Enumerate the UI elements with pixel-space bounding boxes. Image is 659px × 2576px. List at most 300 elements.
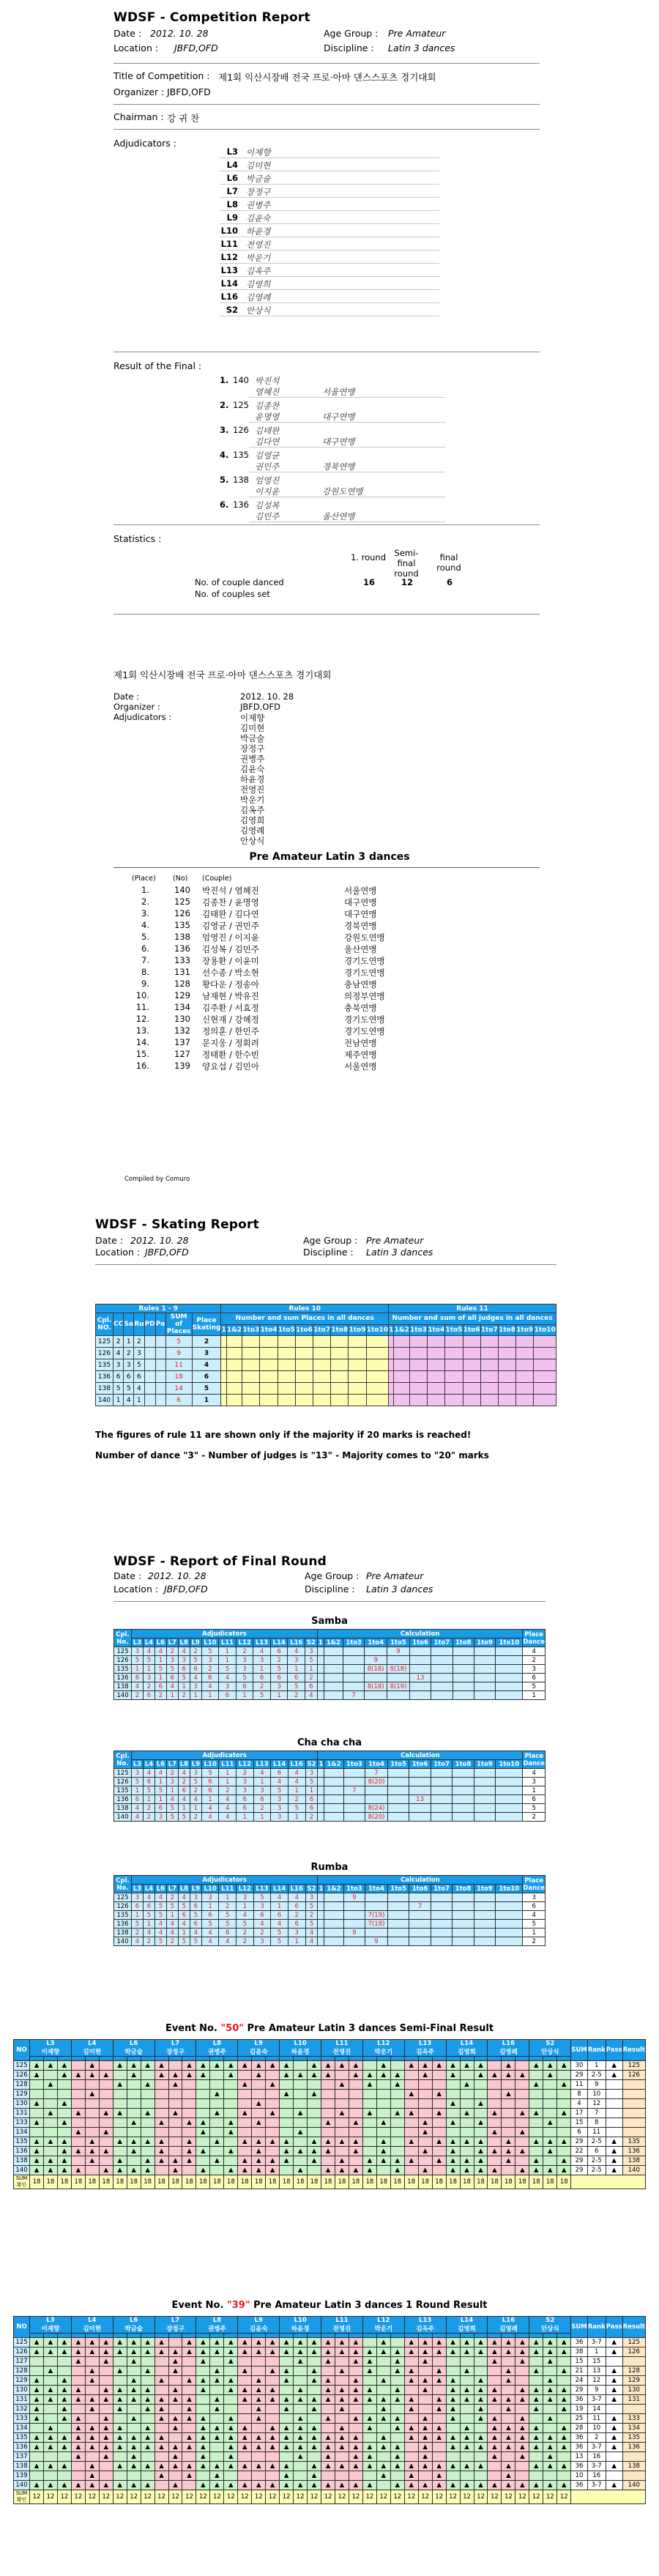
rule10-cell [349, 1336, 366, 1348]
judge-mark [182, 2128, 196, 2137]
judge-mark: ▲ [404, 2347, 418, 2357]
judge-mark: ▲ [266, 2443, 280, 2452]
calc-col: 1to8 [453, 1638, 474, 1647]
rank-place: 2. [141, 897, 149, 907]
judge-mark [432, 2118, 446, 2128]
header-row [114, 1630, 546, 1638]
judge-mark: 3 [166, 1656, 178, 1665]
judge-mark: ▲ [224, 2166, 238, 2175]
judge-mark: 5 [270, 1665, 288, 1674]
judge-mark: ▲ [488, 2386, 502, 2395]
judge-mark: ▲ [543, 2338, 557, 2347]
judge-mark: ▲ [543, 2452, 557, 2462]
judge-mark: ▲ [182, 2462, 196, 2471]
sum-check-value: 12 [85, 2490, 99, 2504]
judge-mark: 1 [237, 1813, 254, 1822]
judge-mark: 1 [166, 1911, 178, 1920]
judge-mark: 4 [237, 1911, 254, 1920]
judge-mark [446, 2471, 460, 2481]
rule10-cell [295, 1348, 313, 1359]
judge-code: L9 [190, 1638, 201, 1647]
sum-check-value: 12 [362, 2490, 376, 2504]
judge-mark [321, 2109, 335, 2118]
judge-mark: 1 [219, 1769, 237, 1778]
judge-mark: ▲ [349, 2452, 362, 2462]
judge-name: 안상식 [540, 2049, 559, 2056]
judge-mark: ▲ [543, 2071, 557, 2080]
couple-number: 138 [14, 2462, 30, 2471]
organizer-value: JBFD,OFD [167, 86, 211, 97]
judge-mark [182, 2080, 196, 2090]
judge-mark [418, 2367, 432, 2376]
judge-code: L4 [143, 1885, 154, 1893]
dance-place: 3 [113, 1359, 124, 1371]
sum-check-value: 18 [252, 2175, 266, 2189]
rank-org: 서울연맹 [344, 886, 377, 896]
judge-header [404, 2040, 446, 2057]
sum-cell: 36 [571, 2395, 587, 2405]
result-cell [622, 2090, 645, 2099]
calc-cell [496, 1911, 523, 1920]
calc-cell [317, 1647, 324, 1656]
judge-mark [308, 2109, 321, 2118]
judge-mark [460, 2147, 474, 2156]
judge-mark: ▲ [154, 2338, 168, 2347]
rule11-cell [534, 1336, 556, 1348]
judge-mark: ▲ [502, 2405, 515, 2414]
judge-mark: ▲ [404, 2338, 418, 2347]
calc-cell [431, 1778, 452, 1786]
judge-mark: ▲ [404, 2471, 418, 2481]
judge-mark [168, 2338, 182, 2347]
judge-mark: 4 [305, 1691, 318, 1700]
judge-mark [154, 2357, 168, 2367]
judge-mark [238, 2471, 252, 2481]
couple-number: 136 [96, 1371, 113, 1383]
judge-mark: ▲ [529, 2061, 543, 2071]
judge-mark [460, 2071, 474, 2080]
discipline-label: Discipline : [303, 1247, 354, 1258]
adjudicator-line [220, 276, 439, 277]
majority-note: Number of dance "3" - Number of judges is "13" - Majority comes to "20" marks [95, 1450, 489, 1460]
judge-header [280, 2317, 321, 2334]
calc-cell [387, 1769, 409, 1778]
sum-check-value: 12 [127, 2490, 141, 2504]
sum-check-value: 18 [85, 2175, 99, 2189]
judge-header [404, 2317, 446, 2334]
judge-name: 김영희 [458, 2326, 476, 2333]
judge-mark: 4 [253, 1769, 271, 1778]
judge-mark: ▲ [349, 2443, 362, 2452]
judge-mark [196, 2080, 210, 2090]
judge-mark: 6 [253, 1795, 271, 1804]
judge-mark: ▲ [335, 2166, 349, 2175]
judge-mark: ▲ [557, 2080, 571, 2090]
adjudicator-name: 김옥주 [246, 266, 271, 276]
judge-mark: ▲ [349, 2071, 362, 2080]
final-row [114, 1893, 546, 1902]
judge-mark [488, 2405, 502, 2414]
judge-mark: ▲ [488, 2357, 502, 2367]
judge-mark: ▲ [280, 2395, 294, 2405]
judge-mark: ▲ [280, 2471, 294, 2481]
dance-place: 5 [134, 1359, 144, 1371]
calc-cell [453, 1691, 474, 1700]
header-row [114, 1638, 546, 1647]
judge-mark: ▲ [182, 2147, 196, 2156]
judge-mark: ▲ [85, 2405, 99, 2414]
judge-header [71, 2040, 113, 2057]
judge-mark: ▲ [446, 2347, 460, 2357]
judge-mark: ▲ [30, 2166, 44, 2175]
judge-mark [488, 2137, 502, 2147]
judge-mark [404, 2147, 418, 2156]
rule10-cell [331, 1348, 349, 1359]
judge-mark: ▲ [349, 2061, 362, 2071]
col-calculation: Calculation [317, 1630, 523, 1638]
judge-mark: 2 [270, 1656, 288, 1665]
judge-mark: 1 [253, 1813, 271, 1822]
judge-mark [168, 2118, 182, 2128]
place-skating: 5 [192, 1383, 221, 1395]
judge-mark [238, 2376, 252, 2386]
judge-mark: ▲ [30, 2347, 44, 2357]
rule10-cell [278, 1359, 295, 1371]
judge-mark: ▲ [515, 2433, 529, 2443]
adjudicator-line [220, 184, 439, 185]
calc-cell [431, 1937, 452, 1946]
rank-couple: 김영균 / 권민주 [202, 921, 259, 931]
judge-mark: ▲ [113, 2166, 127, 2175]
judge-mark: ▲ [488, 2452, 502, 2462]
calc-cell [387, 1929, 409, 1937]
judge-mark: 6 [143, 1902, 154, 1911]
final-row [114, 1682, 546, 1691]
result-lady: 이지윤 [255, 486, 280, 497]
rank-couple: 김종찬 / 윤명영 [202, 897, 259, 907]
judge-mark [335, 2357, 349, 2367]
final-row [114, 1778, 546, 1786]
judge-mark: ▲ [543, 2443, 557, 2452]
judge-code: L9 [190, 1760, 201, 1769]
calc-cell [431, 1786, 452, 1795]
semi-table [13, 2039, 646, 2189]
judge-mark: ▲ [280, 2090, 294, 2099]
judge-mark: 4 [154, 1647, 166, 1656]
judge-mark: ▲ [113, 2424, 127, 2433]
judge-code: L11 [335, 2317, 349, 2324]
judge-mark [141, 2471, 154, 2481]
judge-mark [390, 2433, 404, 2443]
result-row [14, 2443, 646, 2452]
rank-cell: 3-7 [587, 2338, 606, 2347]
judge-name: 김윤숙 [249, 2049, 268, 2056]
calc-col: 1to3 [343, 1638, 364, 1647]
rule11-cell [463, 1383, 480, 1395]
couple-number: 131 [14, 2109, 30, 2118]
calc-col: 1 [319, 1760, 324, 1768]
judge-mark: ▲ [43, 2386, 57, 2395]
adjudicator-name: 전영진 [240, 784, 265, 795]
judge-mark: ▲ [57, 2147, 71, 2156]
calc-cell [324, 1804, 343, 1813]
judge-mark: ▲ [252, 2414, 266, 2424]
judge-mark [294, 2471, 308, 2481]
judge-mark: ▲ [557, 2109, 571, 2118]
judge-mark: ▲ [168, 2395, 182, 2405]
calc-cell: 8(18) [365, 1665, 387, 1674]
judge-code: L16 [288, 1885, 305, 1893]
result-row [14, 2395, 646, 2405]
judge-mark: ▲ [182, 2156, 196, 2166]
adjudicator-name: 박운기 [246, 253, 271, 263]
result-row [14, 2090, 646, 2099]
judge-mark: ▲ [349, 2395, 362, 2405]
sum-of-places: 6 [165, 1395, 192, 1406]
result-row [14, 2367, 646, 2376]
judge-header [154, 2040, 196, 2057]
judge-mark [515, 2099, 529, 2109]
couple-number: 136 [114, 1920, 132, 1929]
rule11-cell [498, 1371, 515, 1383]
organizer-label: Organizer : [113, 86, 165, 97]
judge-name: 장정구 [166, 2049, 185, 2056]
place-dance: 2 [523, 1937, 546, 1946]
sum-cell: 29 [571, 2386, 587, 2395]
judge-mark: 5 [154, 1911, 166, 1920]
judge-name: 장정구 [166, 2326, 185, 2333]
judge-code: L3 [46, 2040, 55, 2047]
judge-mark: ▲ [43, 2481, 57, 2490]
couple-number: 134 [14, 2424, 30, 2433]
judge-mark: 6 [143, 1778, 154, 1786]
judge-mark: ▲ [57, 2347, 71, 2357]
skating-row [96, 1348, 556, 1359]
dance-place: 5 [124, 1383, 134, 1395]
judge-mark: ▲ [446, 2137, 460, 2147]
judge-mark [308, 2128, 321, 2137]
location-value: JBFD,OFD [174, 42, 218, 53]
judge-mark: 4 [219, 1795, 237, 1804]
header-row [96, 1304, 556, 1313]
judge-mark: ▲ [154, 2395, 168, 2405]
judge-mark: ▲ [460, 2443, 474, 2452]
calc-cell [324, 1769, 343, 1778]
calc-cell [387, 1902, 409, 1911]
judge-mark: ▲ [502, 2395, 515, 2405]
place-col-header: 1&2 [226, 1324, 242, 1336]
judge-mark: ▲ [141, 2395, 154, 2405]
judge-mark: ▲ [446, 2395, 460, 2405]
sum-check-value: 18 [196, 2175, 210, 2189]
judge-mark [488, 2099, 502, 2109]
judge-mark: ▲ [529, 2462, 543, 2471]
rank-place: 10. [135, 990, 149, 1001]
judge-mark: 5 [253, 1691, 271, 1700]
judge-mark: ▲ [362, 2395, 376, 2405]
result-cell: 125 [622, 2061, 645, 2071]
result-place: 1. [220, 375, 229, 385]
judge-mark [266, 2099, 280, 2109]
judge-mark [335, 2147, 349, 2156]
judge-mark [321, 2099, 335, 2109]
judge-mark: ▲ [30, 2386, 44, 2395]
adjudicator-code: L11 [220, 239, 238, 249]
pass-cell: ▲ [606, 2386, 622, 2395]
calc-cell: 8(19) [387, 1682, 410, 1691]
judge-header [488, 2040, 529, 2057]
judge-mark: ▲ [85, 2471, 99, 2481]
ranking-document [0, 623, 659, 1194]
calc-cell [387, 1795, 409, 1804]
judge-mark: ▲ [71, 2414, 85, 2424]
result-row [14, 2109, 646, 2118]
rule10-cell [226, 1383, 242, 1395]
judge-mark: 2 [154, 1691, 166, 1700]
judge-mark: ▲ [280, 2071, 294, 2080]
judge-mark: ▲ [404, 2433, 418, 2443]
judge-mark: ▲ [113, 2080, 127, 2090]
judge-mark: ▲ [404, 2367, 418, 2376]
judge-mark: ▲ [252, 2099, 266, 2109]
judge-mark [252, 2128, 266, 2137]
judge-mark: ▲ [210, 2424, 224, 2433]
judge-mark: 5 [305, 1656, 318, 1665]
judge-mark: ▲ [113, 2109, 127, 2118]
judge-mark: ▲ [71, 2128, 85, 2137]
dance-place: 4 [113, 1348, 124, 1359]
judge-mark: 1 [219, 1647, 237, 1656]
judge-mark: ▲ [99, 2166, 113, 2175]
calc-col: 1to8 [453, 1885, 474, 1893]
judge-mark: ▲ [30, 2405, 44, 2414]
sum-check-value: 12 [502, 2490, 515, 2504]
col-no: NO [14, 2317, 30, 2338]
calc-cell [453, 1665, 474, 1674]
calc-cell [409, 1893, 431, 1902]
judge-mark: ▲ [308, 2347, 321, 2357]
judge-mark: ▲ [141, 2137, 154, 2147]
adjudicator-name: 안상식 [246, 305, 271, 316]
judge-mark [154, 2109, 168, 2118]
col-sum: SUM [571, 2317, 587, 2338]
judge-mark: ▲ [390, 2452, 404, 2462]
couple-number: 126 [114, 1902, 132, 1911]
judge-mark: ▲ [543, 2386, 557, 2395]
judge-mark: ▲ [168, 2443, 182, 2452]
judge-mark: ▲ [168, 2071, 182, 2080]
judge-mark: ▲ [113, 2137, 127, 2147]
judge-mark [488, 2462, 502, 2471]
judge-mark [141, 2118, 154, 2128]
judge-code: L12 [237, 1760, 254, 1769]
judge-mark: ▲ [182, 2137, 196, 2147]
adjudicator-name: 김영례 [240, 825, 265, 836]
calc-cell [453, 1937, 474, 1946]
judge-mark [335, 2376, 349, 2386]
rule10-cell [221, 1359, 226, 1371]
judge-mark [30, 2452, 44, 2462]
result-row [14, 2128, 646, 2137]
judge-mark: ▲ [432, 2481, 446, 2490]
judge-mark: ▲ [99, 2109, 113, 2118]
judge-mark: ▲ [141, 2156, 154, 2166]
judge-mark [113, 2357, 127, 2367]
judge-mark [85, 2357, 99, 2367]
judge-mark: ▲ [460, 2080, 474, 2090]
judge-mark: 1 [143, 1795, 154, 1804]
judge-mark: ▲ [224, 2061, 238, 2071]
rule11-cell [534, 1371, 556, 1383]
judge-mark [182, 2099, 196, 2109]
rule11-cell [480, 1395, 498, 1406]
couple-number: 126 [14, 2071, 30, 2080]
calc-cell [365, 1795, 388, 1804]
location-value: JBFD,OFD [145, 1247, 189, 1258]
calc-cell [431, 1911, 452, 1920]
judge-mark: 2 [288, 1795, 305, 1804]
adjudicator-code: L8 [226, 199, 238, 209]
judge-code: L7 [166, 1885, 178, 1893]
judge-mark: ▲ [141, 2386, 154, 2395]
judge-code: L11 [219, 1638, 237, 1647]
judge-mark: ▲ [71, 2386, 85, 2395]
judge-mark: ▲ [57, 2338, 71, 2347]
judge-mark: 1 [154, 1656, 166, 1665]
col-adjudicators: Adjudicators [132, 1876, 318, 1885]
judge-mark: ▲ [432, 2395, 446, 2405]
rule11-cell [445, 1395, 463, 1406]
judge-mark: ▲ [502, 2061, 515, 2071]
judge-name: 김영례 [499, 2326, 518, 2333]
judge-mark: ▲ [210, 2462, 224, 2471]
rank-couple: 장용환 / 이윤미 [202, 956, 259, 966]
rule11-cell [534, 1359, 556, 1371]
dance-name: Rumba [310, 1862, 349, 1873]
couple-number: 138 [114, 1804, 132, 1813]
judge-mark [432, 2080, 446, 2090]
judge-mark [252, 2090, 266, 2099]
judge-mark: ▲ [418, 2147, 432, 2156]
judge-mark: ▲ [113, 2395, 127, 2405]
calc-cell [474, 1647, 495, 1656]
rule11-cell [428, 1359, 445, 1371]
judge-mark [362, 2118, 376, 2128]
rule10-cell [242, 1395, 260, 1406]
rank-org: 서울연맹 [344, 1061, 377, 1072]
rank-org: 경기도연맹 [344, 1014, 385, 1025]
judge-mark: ▲ [99, 2071, 113, 2080]
judge-mark: 4 [219, 1674, 237, 1682]
calc-cell [317, 1656, 324, 1665]
judge-mark [71, 2090, 85, 2099]
judge-mark: ▲ [502, 2481, 515, 2490]
judge-mark: ▲ [168, 2481, 182, 2490]
judge-mark: ▲ [127, 2443, 141, 2452]
judge-mark: 3 [271, 1804, 288, 1813]
calc-cell [431, 1929, 452, 1937]
date-value: 2012. 10. 28 [148, 1570, 206, 1581]
dance-place [155, 1336, 165, 1348]
judge-mark: ▲ [168, 2367, 182, 2376]
sum-check-value: 18 [43, 2175, 57, 2189]
rank-place: 7. [141, 955, 149, 965]
judge-mark: 5 [154, 1786, 166, 1795]
adjudicator-line [220, 289, 439, 290]
calc-col: 1to9 [474, 1885, 495, 1893]
judge-mark [308, 2080, 321, 2090]
judge-code: L7 [166, 1760, 178, 1769]
